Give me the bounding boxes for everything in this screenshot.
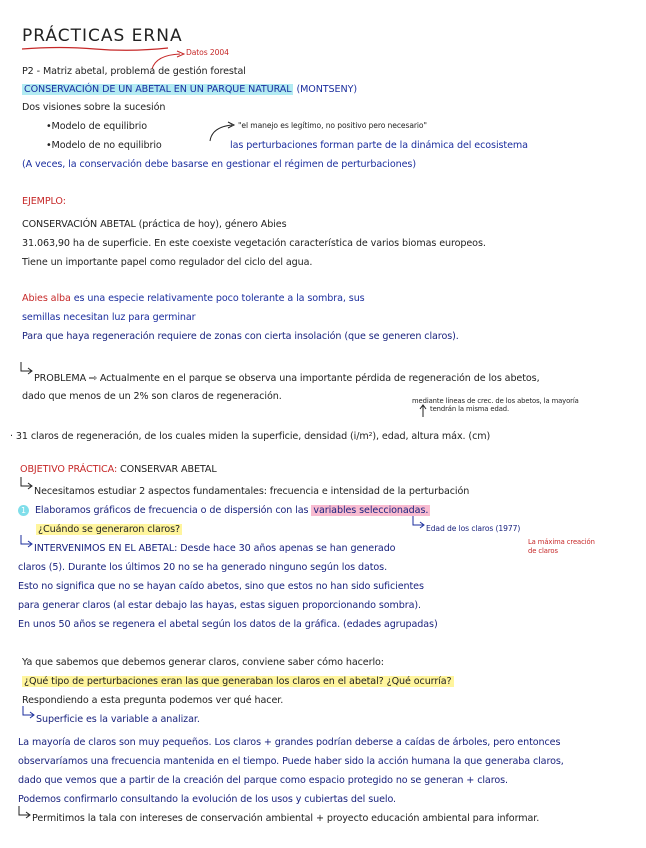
que-tipo-line [22, 676, 454, 687]
objetivo-heading: OBJETIVO PRÁCTICA: [20, 464, 118, 475]
para-generar-line: para generar claros (al estar debajo las hayas, estas siguen proporcionando sombra). [18, 600, 421, 611]
p2-label: P2 - Matriz abetal, [22, 66, 108, 77]
elaboramos-text: Elaboramos gráficos de frecuencia o de dispersión con las [34, 505, 309, 516]
p2-line [22, 66, 246, 77]
maxima-note-b: de claros [528, 547, 558, 555]
superficie-line: 31.063,90 ha de superficie. En este coexiste vegetación característica de varios biomas europeos. [22, 238, 486, 249]
ya-que-line: Ya que sabemos que debemos generar claros, conviene saber cómo hacerlo: [22, 657, 384, 668]
arrow-icon [18, 476, 34, 490]
dos-visiones: Dos visiones sobre la sucesión [22, 102, 166, 113]
semillas-line: semillas necesitan luz para germinar [22, 312, 196, 323]
conservacion-heading [22, 84, 357, 95]
cuando-line [36, 524, 182, 535]
title-underline [20, 46, 170, 52]
a-veces-line: (A veces, la conservación debe basarse en gestionar el régimen de perturbaciones) [22, 159, 416, 170]
manejo-quote: "el manejo es legítimo, no positivo pero necesario" [238, 121, 427, 130]
montseny-label: (MONTSENY) [296, 84, 357, 95]
para-que-line: Para que haya regeneración requiere de zonas con cierta insolación (que se generen claros). [22, 331, 459, 342]
podemos-line: Podemos confirmarlo consultando la evolución de los usos y cubiertas del suelo. [18, 794, 396, 805]
elaboramos-line [18, 505, 430, 516]
observariamos-line: observaríamos una frecuencia mantenida en el tiempo. Puede haber sido la acción humana la que generaba claros, [18, 756, 564, 767]
respondiendo-line: Respondiendo a esta pregunta podemos ver qué hacer. [22, 695, 284, 706]
abies-desc: es una especie relativamente poco tolerante a la sombra, sus [73, 293, 365, 304]
permitimos-line: Permitimos la tala con intereses de conservación ambiental + proyecto educación ambiental para informar. [32, 813, 540, 824]
cuando-highlight: ¿Cuándo se generaron claros? [38, 524, 181, 535]
abies-alba: Abies alba [22, 293, 71, 304]
conservacion-abetal: CONSERVACIÓN ABETAL (práctica de hoy), género Abies [22, 219, 287, 230]
claros-5-line: claros (5). Durante los últimos 20 no se ha generado ninguno según los datos. [18, 562, 388, 573]
objetivo-text: CONSERVAR ABETAL [120, 464, 217, 475]
mediante-note: mediante líneas de crec. de los abetos, la mayoría [412, 397, 579, 405]
maxima-note-a: La máxima creación [528, 538, 595, 546]
ejemplo-heading: EJEMPLO: [22, 196, 66, 207]
dado-que-line: dado que menos de un 2% son claros de regeneración. [22, 391, 282, 402]
datos-2004-note: Datos 2004 [186, 48, 229, 57]
claros-31-line: · 31 claros de regeneración, de los cuales miden la superficie, densidad (i/m²), edad, altura máx. (cm) [10, 431, 491, 442]
intervenimos-line: INTERVENIMOS EN EL ABETAL: Desde hace 30 años apenas se han generado [34, 543, 396, 554]
perturbaciones-line: las perturbaciones forman parte de la dinámica del ecosistema [230, 140, 528, 151]
objetivo-line [20, 464, 217, 475]
conservacion-highlight: CONSERVACIÓN DE UN ABETAL EN UN PARQUE NATURAL [24, 84, 292, 95]
abies-line [22, 293, 365, 304]
arrow-icon [16, 805, 32, 819]
esto-line: Esto no significa que no se hayan caído abetos, sino que estos no han sido suficientes [18, 581, 424, 592]
modelo-equilibrio: •Modelo de equilibrio [46, 121, 147, 132]
mayoria-line: La mayoría de claros son muy pequeños. Los claros + grandes podrían deberse a caídas de árboles, pero entonces [18, 737, 561, 748]
tiene-line: Tiene un importante papel como regulador del ciclo del agua. [22, 257, 313, 268]
p2-topic: problema de gestión forestal [110, 66, 246, 77]
arrow-icon [18, 361, 34, 375]
necesitamos-line: Necesitamos estudiar 2 aspectos fundamentales: frecuencia e intensidad de la perturbación [34, 486, 470, 497]
arrow-icon [410, 515, 426, 529]
edad-claros-line: Edad de los claros (1977) [426, 524, 521, 533]
page-title: PRÁCTICAS ERNA [22, 26, 183, 46]
tendran-note: tendrán la misma edad. [430, 405, 510, 413]
arrow-icon [20, 705, 36, 719]
problema-line: PROBLEMA ⇨ Actualmente en el parque se observa una importante pérdida de regeneración de los abetos, [34, 373, 540, 384]
variables-highlight: variables seleccionadas. [313, 505, 429, 516]
superficie-var-line: Superficie es la variable a analizar. [36, 714, 200, 725]
arrow-icon [18, 534, 34, 548]
arrow-up-icon [418, 404, 428, 418]
que-tipo-highlight: ¿Qué tipo de perturbaciones eran las que generaban los claros en el abetal? ¿Qué ocurría? [24, 676, 452, 687]
en-unos-line: En unos 50 años se regenera el abetal según los datos de la gráfica. (edades agrupadas) [18, 619, 438, 630]
modelo-no-equilibrio: •Modelo de no equilibrio [46, 140, 162, 151]
dado-vemos-line: dado que vemos que a partir de la creación del parque como espacio protegido no se generan + claros. [18, 775, 508, 786]
step-number-badge: 1 [18, 505, 29, 516]
